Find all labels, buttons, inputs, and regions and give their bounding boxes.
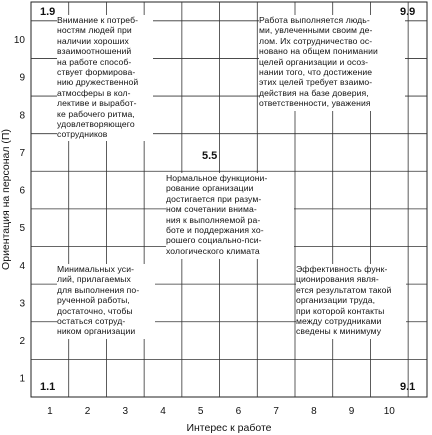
y-tick-label: 9 bbox=[19, 72, 25, 84]
note-line: при которой контакты bbox=[296, 305, 385, 316]
note-line: хологического климата bbox=[166, 245, 260, 256]
y-tick-label: 3 bbox=[19, 298, 25, 310]
note-line: между сотрудниками bbox=[296, 315, 382, 326]
note-line: ствует формирова- bbox=[57, 66, 136, 77]
note-line: рученной работы, bbox=[57, 295, 130, 306]
style-label-9-9: 9.9 bbox=[400, 6, 416, 18]
x-tick-label: 6 bbox=[235, 406, 242, 417]
note-line: рование организации bbox=[166, 183, 254, 194]
y-tick-label: 6 bbox=[19, 185, 25, 197]
note-line: лий, прилагаемых bbox=[57, 274, 131, 285]
note-line: Минимальных уси- bbox=[57, 264, 135, 274]
y-tick-label: 1 bbox=[19, 373, 25, 385]
style-label-1-1: 1.1 bbox=[40, 381, 56, 393]
y-tick-label: 2 bbox=[19, 336, 25, 348]
x-tick-label: 3 bbox=[122, 406, 129, 417]
note-1-9 bbox=[57, 15, 153, 141]
note-line: остаться сотруд- bbox=[57, 315, 126, 326]
note-line: этих целей требует взаимо- bbox=[259, 77, 373, 88]
note-line: достаточно, чтобы bbox=[57, 305, 133, 316]
note-9-1 bbox=[296, 264, 406, 339]
note-line: нании того, что достижение bbox=[259, 66, 373, 77]
x-tick-label: 2 bbox=[84, 406, 91, 417]
note-5-5 bbox=[166, 173, 294, 259]
y-tick-label: 7 bbox=[19, 147, 25, 159]
note-line: целей организации и осоз- bbox=[259, 56, 369, 67]
note-line: атмосферы в кол- bbox=[57, 87, 131, 98]
note-line: ционирования явля- bbox=[296, 274, 379, 285]
note-line: взаимоотношений bbox=[57, 46, 132, 57]
note-line: ется результатом такой bbox=[296, 284, 392, 295]
x-tick-label: 4 bbox=[160, 406, 166, 417]
note-9-9 bbox=[259, 15, 405, 111]
note-line: Внимание к потреб- bbox=[57, 15, 139, 25]
style-label-1-9: 1.9 bbox=[40, 6, 56, 18]
note-line: действия на базе доверия, bbox=[259, 87, 369, 98]
note-line: боте и поддержания хо- bbox=[166, 224, 264, 235]
note-line: ми, увлеченными своим де- bbox=[259, 25, 373, 36]
note-line: ном сочетании внима- bbox=[166, 204, 257, 215]
note-line: ответственности, уважения bbox=[259, 98, 371, 109]
note-line: ником организации bbox=[57, 326, 136, 337]
y-tick-label: 10 bbox=[13, 35, 25, 47]
note-line: удовлетворяющего bbox=[57, 118, 135, 129]
note-line: Нормальное функциони- bbox=[166, 173, 268, 183]
y-axis-label: Ориентация на персонал (П) bbox=[0, 129, 12, 270]
x-tick-label: 1 bbox=[47, 406, 53, 417]
note-line: сведены к минимуму bbox=[296, 326, 382, 337]
note-line: ния к выполняемой ра- bbox=[166, 214, 261, 225]
note-line: ностям людей при bbox=[57, 25, 132, 36]
note-line: лом. Их сотрудничество ос- bbox=[259, 35, 373, 46]
style-label-5-5: 5.5 bbox=[202, 150, 218, 162]
style-label-9-1: 9.1 bbox=[400, 381, 416, 393]
note-line: нию дружественной bbox=[57, 77, 139, 88]
y-tick-label: 8 bbox=[19, 110, 25, 122]
y-tick-label: 4 bbox=[19, 260, 25, 272]
x-tick-label: 5 bbox=[197, 406, 204, 417]
note-line: сотрудников bbox=[57, 129, 108, 140]
y-tick-label: 5 bbox=[19, 223, 25, 235]
x-tick-label: 8 bbox=[311, 406, 317, 417]
note-line: организации труда, bbox=[296, 295, 376, 306]
note-line: достигается при разум- bbox=[166, 193, 262, 204]
note-line: Работа выполняется людь- bbox=[259, 15, 370, 25]
note-line: для выполнения по- bbox=[57, 284, 140, 295]
note-1-1 bbox=[57, 264, 155, 339]
note-line: лективе и выработ- bbox=[57, 98, 137, 109]
x-tick-label: 9 bbox=[348, 406, 355, 417]
x-axis-label: Интерес к работе bbox=[186, 422, 272, 434]
note-line: Эффективность функ- bbox=[296, 264, 388, 274]
note-line: ке рабочего ритма, bbox=[57, 108, 135, 119]
x-tick-label: 7 bbox=[273, 406, 279, 417]
note-line: на работе способ- bbox=[57, 56, 132, 67]
note-line: наличии хороших bbox=[57, 35, 129, 46]
note-line: новано на общем понимании bbox=[259, 46, 378, 57]
note-line: рошего социально-пси- bbox=[166, 235, 262, 246]
x-tick-label: 10 bbox=[383, 406, 395, 417]
